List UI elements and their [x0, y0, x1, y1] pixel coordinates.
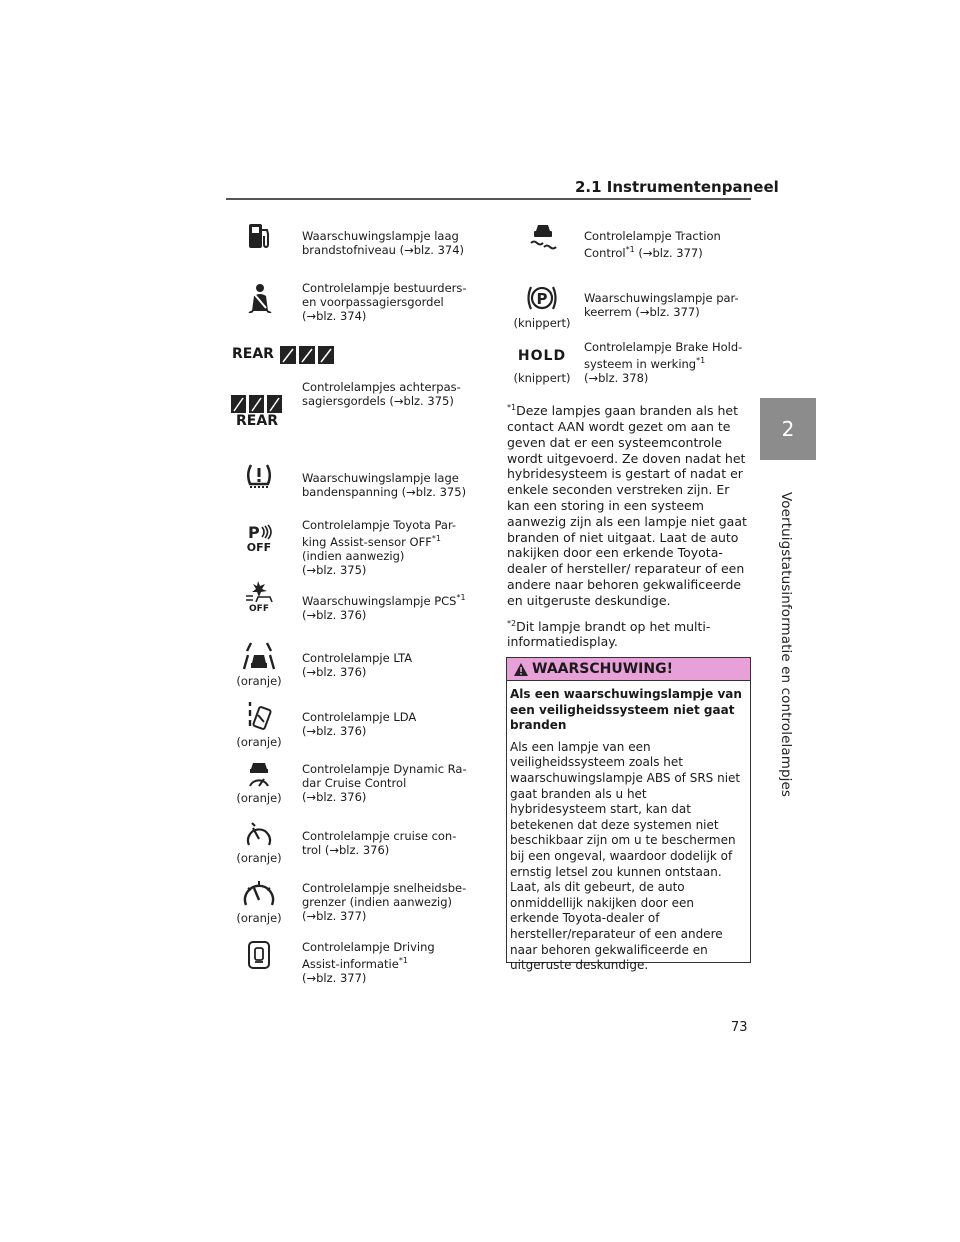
warning-body: Als een lampje van een veiligheidssysteem zoals het waarschuwingslampje ABS of SRS niet gaat branden als u het hybridesysteem start, kan dat betekenen dat deze systemen niet beschikbaar zijn om u te beschermen bij een ongeval, waardoor dodelijk of ernstig letsel zou kunnen ontstaan. Laat, als dit gebeurt, de auto onmiddellijk nakijken door een erkende Toyota-dealer of hersteller/reparateur of een andere naar behoren gekwalificeerde en uitgeruste deskundige. — [510, 739, 741, 973]
section-header: 2.1 Instrumentenpaneel — [575, 178, 779, 196]
warning-header — [507, 658, 750, 681]
lta-note: (oranje) — [236, 674, 282, 688]
desc-fuel: Waarschuwingslampje laag brandstofniveau (→blz. 374) — [302, 229, 465, 257]
footnote-2: $^{*2}$Dit lampje brandt op het multi-informatiedisplay. — [507, 618, 711, 650]
hold-label: HOLD — [517, 348, 567, 364]
rear-indicator-row — [232, 344, 334, 364]
page-number: 73 — [731, 1020, 748, 1035]
fuel-pump-icon — [225, 222, 295, 250]
seatbelt-icon — [225, 283, 295, 313]
hold-icon — [507, 346, 577, 385]
warning-box — [506, 657, 751, 973]
rear-seatbelts-icon — [222, 393, 292, 429]
pcs-off-label: OFF — [249, 604, 269, 614]
desc-tire-pressure: Waarschuwingslampje lage bandenspanning (→blz. 375) — [302, 471, 467, 499]
chapter-title: Voertuigstatusinformatie en controlelampjes — [778, 492, 794, 798]
limiter-note: (oranje) — [236, 911, 282, 925]
svg-text:P: P — [536, 290, 548, 308]
lta-icon — [224, 641, 294, 688]
driving-assist-info-icon — [224, 940, 294, 970]
desc-driving-assist: Controlelampje Driving Assist-informatie$^{*1}$ (→blz. 377) — [302, 940, 435, 985]
warning-triangle-icon — [513, 662, 529, 677]
warning-lead: Als een waarschuwingslampje van een veiligheidssysteem niet gaat branden — [510, 687, 742, 733]
desc-parking-brake: Waarschuwingslampje par- keerrem (→blz. 377) — [584, 291, 739, 319]
desc-parking-assist: Controlelampje Toyota Par- king Assist-sensor OFF$^{*1}$ (indien aanwezig) (→blz. 375) — [302, 518, 457, 577]
desc-seatbelt: Controlelampje bestuurders- en voorpassagiersgordel (→blz. 374) — [302, 281, 467, 323]
desc-rear-seatbelts: Controlelampjes achterpas- sagiersgordels (→blz. 375) — [302, 380, 461, 408]
desc-cruise: Controlelampje cruise con- trol (→blz. 376) — [302, 829, 457, 857]
parking-off-label: OFF — [246, 541, 272, 554]
pcs-off-icon — [224, 580, 294, 614]
rear-label: REAR — [232, 346, 274, 362]
desc-lta: Controlelampje LTA (→blz. 376) — [302, 651, 413, 679]
hold-note: (knippert) — [513, 371, 571, 385]
parking-assist-off-icon — [224, 523, 294, 554]
parking-brake-icon — [507, 283, 577, 330]
footnote-1: $^{*1}$Deze lampjes gaan branden als het contact AAN wordt gezet om aan te geven dat er een systeemcontrole wordt uitgevoerd. Ze doven nadat het hybridesysteem is gestart of nadat er enkele seconden verstreken zijn. Er kan een storing in een systeem aanwezig zijn als een lampje niet gaat branden of niet uitgaat. Laat de auto nakijken door een erkende Toyota-dealer of hersteller/ reparateur of een andere naar behoren gekwalificeerde en uitgeruste deskundige. — [507, 403, 747, 608]
lda-note: (oranje) — [236, 735, 282, 749]
footnotes — [507, 400, 752, 657]
desc-drcc: Controlelampje Dynamic Ra- dar Cruise Control (→blz. 376) — [302, 762, 467, 804]
parking-brake-note: (knippert) — [513, 316, 571, 330]
tire-pressure-icon — [224, 462, 294, 490]
warning-title: WAARSCHUWING! — [532, 661, 673, 677]
traction-control-icon — [508, 222, 578, 250]
chapter-tab: 2 — [760, 398, 816, 460]
desc-lda: Controlelampje LDA (→blz. 376) — [302, 710, 417, 738]
rear-seatbelts-small-icon — [280, 344, 334, 364]
cruise-note: (oranje) — [236, 851, 282, 865]
desc-traction: Controlelampje Traction Control$^{*1}$ (→blz. 377) — [584, 229, 721, 260]
speed-limiter-icon — [224, 878, 294, 925]
header-rule — [226, 198, 751, 200]
svg-text:P: P — [248, 523, 260, 541]
desc-hold: Controlelampje Brake Hold- systeem in werking$^{*1}$ (→blz. 378) — [584, 340, 743, 385]
cruise-control-icon — [224, 820, 294, 865]
desc-pcs: Waarschuwingslampje PCS$^{*1}$ (→blz. 376) — [302, 593, 466, 622]
desc-limiter: Controlelampje snelheidsbe- grenzer (indien aanwezig) (→blz. 377) — [302, 881, 467, 923]
rear-icon-label: REAR — [236, 413, 278, 429]
lda-icon — [224, 700, 294, 749]
drcc-note: (oranje) — [236, 791, 282, 805]
dynamic-radar-cruise-icon — [224, 760, 294, 805]
